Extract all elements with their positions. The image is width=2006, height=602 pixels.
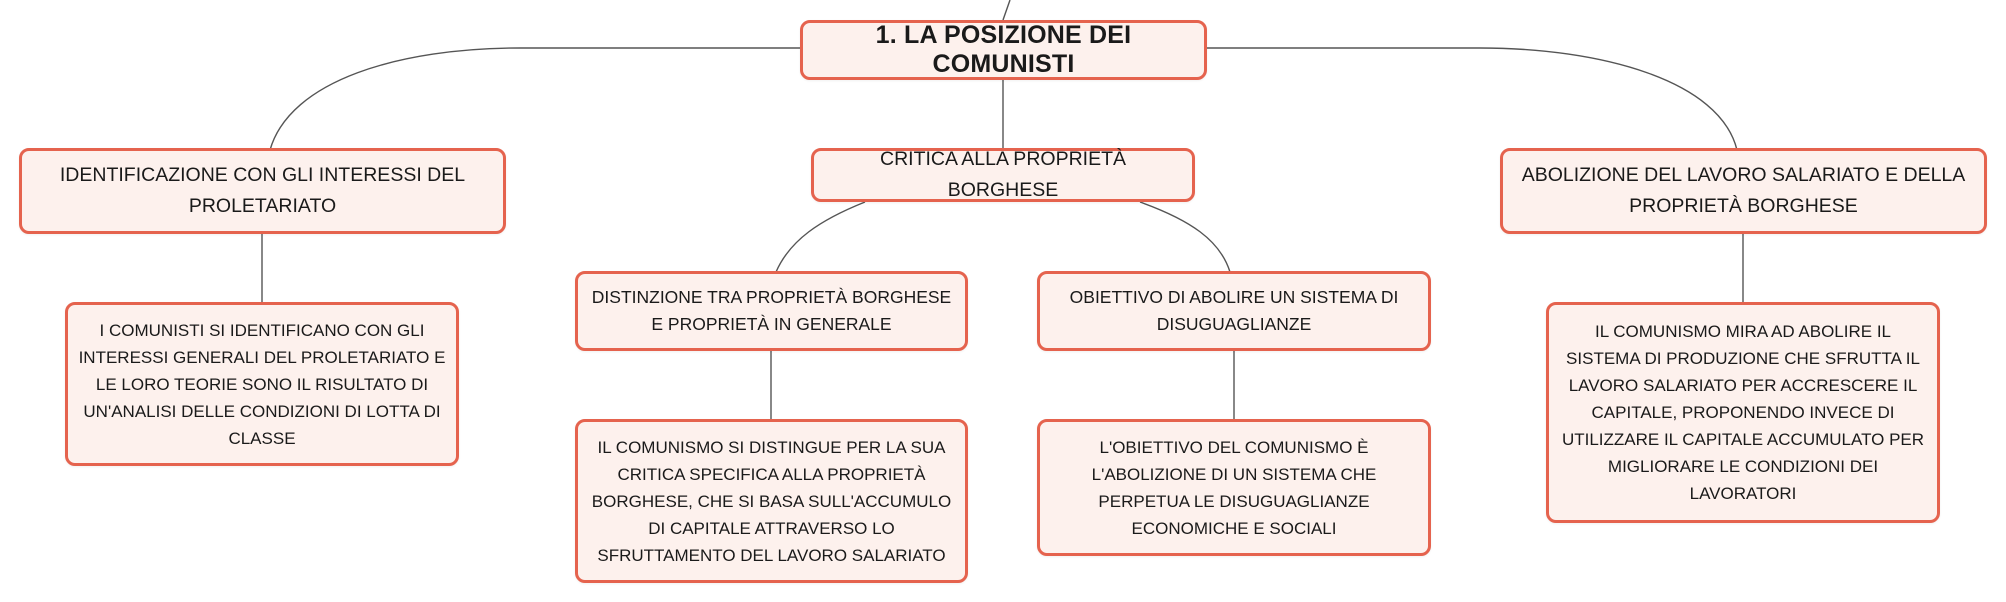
subtopic-node-obiettivo[interactable] xyxy=(1037,271,1431,351)
topic-label: IDENTIFICAZIONE CON GLI INTERESSI DEL PROLETARIATO xyxy=(59,164,466,217)
detail-node-obiettivo[interactable] xyxy=(1037,419,1431,556)
detail-text: IL COMUNISMO SI DISTINGUE PER LA SUA CRITICA SPECIFICA ALLA PROPRIETÀ BORGHESE, CHE SI BASA SULL'ACCUMULO DI CAPITALE ATTRAVERSO LO SFRUTTAMENTO DEL LAVORO SALARIATO xyxy=(591,437,952,565)
connector-topic-2-to-sub-2 xyxy=(1140,202,1230,272)
detail-text: IL COMUNISMO MIRA AD ABOLIRE IL SISTEMA DI PRODUZIONE CHE SFRUTTA IL LAVORO SALARIATO PER ACCRESCERE IL CAPITALE, PROPONENDO INVECE DI UTILIZZARE IL CAPITALE ACCUMULATO PER MIGLIORARE LE CONDIZIONI DEI LAVORATORI xyxy=(1561,322,1925,503)
detail-node-abolizione[interactable] xyxy=(1546,302,1940,523)
topic-node-abolizione[interactable] xyxy=(1500,148,1987,234)
subtopic-label: OBIETTIVO DI ABOLIRE UN SISTEMA DI DISUGUAGLIANZE xyxy=(1069,287,1399,334)
detail-text: I COMUNISTI SI IDENTIFICANO CON GLI INTERESSI GENERALI DEL PROLETARIATO E LE LORO TEORIE SONO IL RISULTATO DI UN'ANALISI DELLE CONDIZIONI DI LOTTA DI CLASSE xyxy=(78,320,446,448)
topic-node-identificazione[interactable] xyxy=(19,148,506,234)
subtopic-label: DISTINZIONE TRA PROPRIETÀ BORGHESE E PROPRIETÀ IN GENERALE xyxy=(591,287,952,334)
subtopic-node-distinzione[interactable] xyxy=(575,271,968,351)
root-node[interactable] xyxy=(800,20,1207,80)
root-label: 1. LA POSIZIONE DEI COMUNISTI xyxy=(875,21,1132,78)
connector-parent-to-root xyxy=(1003,0,1010,20)
topic-node-critica[interactable] xyxy=(811,148,1195,202)
connector-root-to-topic-3 xyxy=(1207,48,1737,150)
detail-text: L'OBIETTIVO DEL COMUNISMO È L'ABOLIZIONE DI UN SISTEMA CHE PERPETUA LE DISUGUAGLIANZE ECONOMICHE E SOCIALI xyxy=(1091,437,1377,538)
detail-node-distinzione[interactable] xyxy=(575,419,968,583)
topic-label: CRITICA ALLA PROPRIETÀ BORGHESE xyxy=(880,148,1126,201)
detail-node-identificazione[interactable] xyxy=(65,302,459,466)
connector-topic-2-to-sub-1 xyxy=(776,202,865,272)
topic-label: ABOLIZIONE DEL LAVORO SALARIATO E DELLA PROPRIETÀ BORGHESE xyxy=(1521,164,1966,217)
connector-root-to-topic-1 xyxy=(270,48,800,150)
